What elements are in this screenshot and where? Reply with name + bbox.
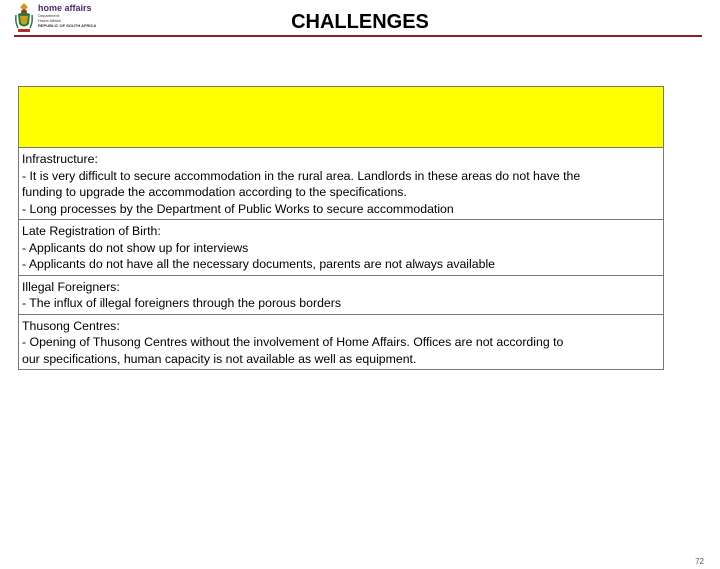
row-text: - Long processes by the Department of Public Works to secure accommodation: [22, 201, 454, 216]
row-text: - It is very difficult to secure accommodation in the rural area. Landlords in these areas do not have the: [22, 168, 581, 183]
table-row: [19, 315, 663, 371]
row-text: funding to upgrade the accommodation according to the specifications.: [22, 185, 407, 199]
table-row: [19, 276, 663, 315]
row-text: - Applicants do not show up for interviews: [22, 240, 249, 255]
row-heading: Thusong Centres:: [22, 318, 120, 333]
row-text: our specifications, human capacity is not available as well as equipment.: [22, 351, 417, 366]
logo-line-3: REPUBLIC OF SOUTH AFRICA: [38, 23, 97, 28]
header-bar: [19, 87, 663, 148]
row-heading: Infrastructure:: [22, 152, 98, 166]
page-number: 72: [695, 557, 704, 566]
logo-line-2: Home Affairs: [38, 18, 61, 23]
challenges-table: [18, 86, 664, 370]
row-text: - Opening of Thusong Centres without the involvement of Home Affairs. Offices are not according to: [22, 335, 564, 349]
row-heading: Illegal Foreigners:: [22, 279, 120, 294]
logo-line-1: Department:: [38, 13, 61, 18]
row-text: - Applicants do not have all the necessary documents, parents are not always available: [22, 257, 496, 271]
logo-brand: home affairs: [38, 3, 92, 13]
page-title: CHALLENGES: [291, 11, 429, 33]
title-divider: [14, 35, 702, 37]
table-row: [19, 148, 663, 220]
row-heading: Late Registration of Birth:: [22, 224, 161, 238]
table-row: [19, 220, 663, 276]
row-text: - The influx of illegal foreigners through the porous borders: [22, 296, 341, 310]
